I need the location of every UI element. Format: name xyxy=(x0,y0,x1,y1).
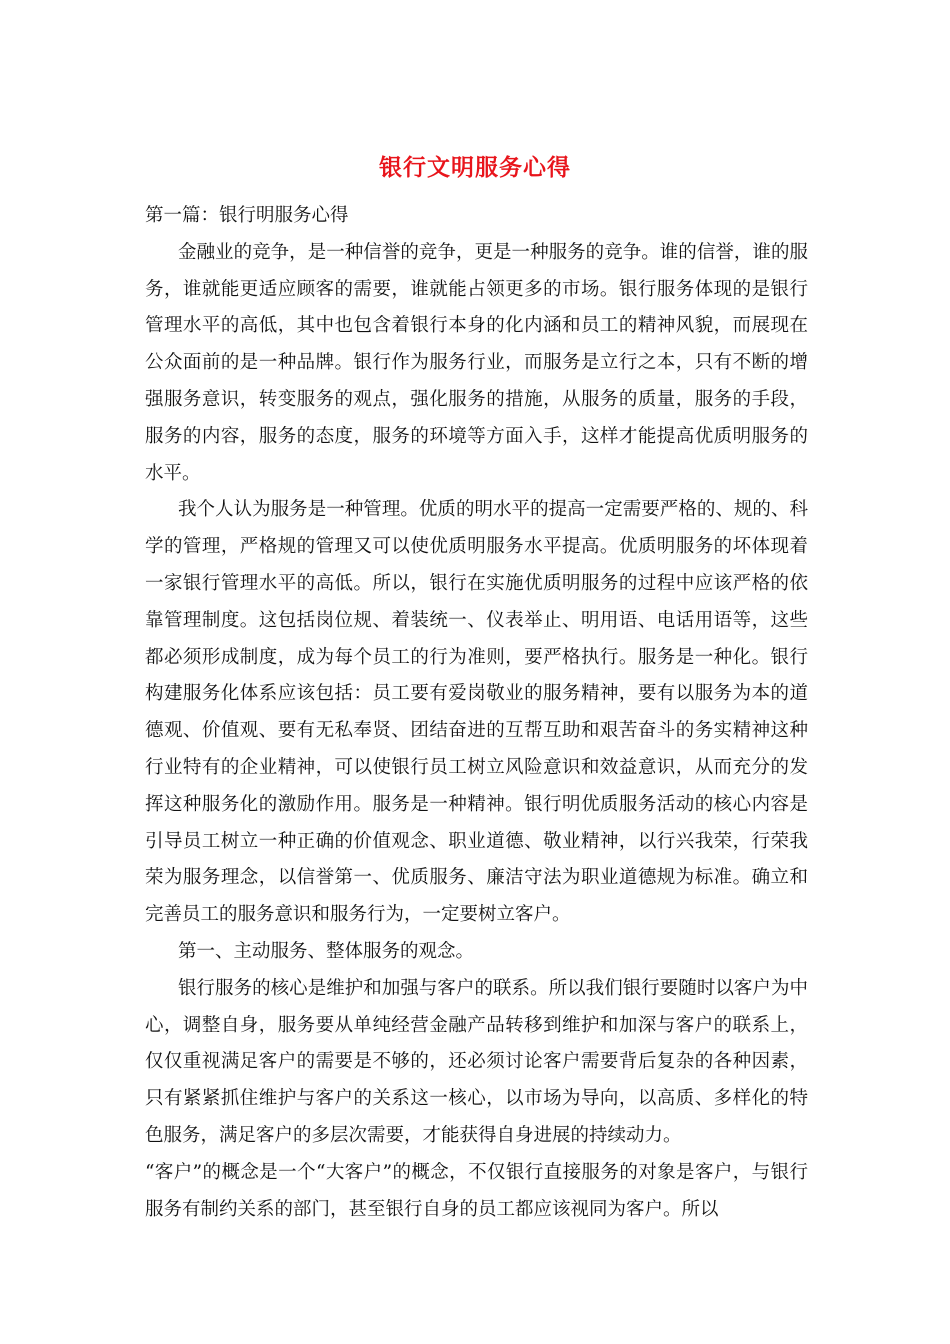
section-heading: 第一篇：银行明服务心得 xyxy=(145,205,349,226)
paragraph-1: 金融业的竞争，是一种信誉的竞争，更是一种服务的竞争。谁的信誉，谁的服务，谁就能更适应顾客的需要，谁就能占领更多的市场。银行服务体现的是银行管理水平的高低，其中也包含着银行本身的化内涵和员工的精神风貌，而展现在公众面前的是一种品牌。银行作为服务行业，而服务是立行之本，只有不断的增强服务意识，转变服务的观点，强化服务的措施，从服务的质量，服务的手段，服务的内容，服务的态度，服务的环境等方面入手，这样才能提高优质明服务的水平。 xyxy=(145,241,808,484)
paragraph-5: “客户”的概念是一个“大客户”的概念，不仅银行直接服务的对象是客户，与银行服务有制约关系的部门，甚至银行自身的员工都应该视同为客户。所以 xyxy=(145,1161,808,1220)
paragraph-4: 银行服务的核心是维护和加强与客户的联系。所以我们银行要随时以客户为中心，调整自身，服务要从单纯经营金融产品转移到维护和加深与客户的联系上，仅仅重视满足客户的需要是不够的，还必须讨论客户需要背后复杂的各种因素，只有紧紧抓住维护与客户的关系这一核心，以市场为导向，以高质、多样化的特色服务，满足客户的多层次需要，才能获得自身进展的持续动力。 xyxy=(145,977,808,1146)
document-title: 银行文明服务心得 xyxy=(379,154,571,181)
document-body xyxy=(145,198,808,1228)
paragraph-3: 第一、主动服务、整体服务的观念。 xyxy=(178,940,475,962)
paragraph-2: 我个人认为服务是一种管理。优质的明水平的提高一定需要严格的、规的、科学的管理，严格规的管理又可以使优质明服务水平提高。优质明服务的坏体现着一家银行管理水平的高低。所以，银行在实施优质明服务的过程中应该严格的依靠管理制度。这包括岗位规、着装统一、仪表举止、明用语、电话用语等，这些都必须形成制度，成为每个员工的行为准则，要严格执行。服务是一种化。银行构建服务化体系应该包括：员工要有爱岗敬业的服务精神，要有以服务为本的道德观、价值观、要有无私奉贤、团结奋进的互帮互助和艰苦奋斗的务实精神这种行业特有的企业精神，可以使银行员工树立风险意识和效益意识，从而充分的发挥这种服务化的激励作用。服务是一种精神。银行明优质服务活动的核心内容是引导员工树立一种正确的价值观念、职业道德、敬业精神，以行兴我荣，行荣我荣为服务理念，以信誉第一、优质服务、廉洁守法为职业道德规为标准。确立和完善员工的服务意识和服务行为，一定要树立客户。 xyxy=(145,499,808,926)
